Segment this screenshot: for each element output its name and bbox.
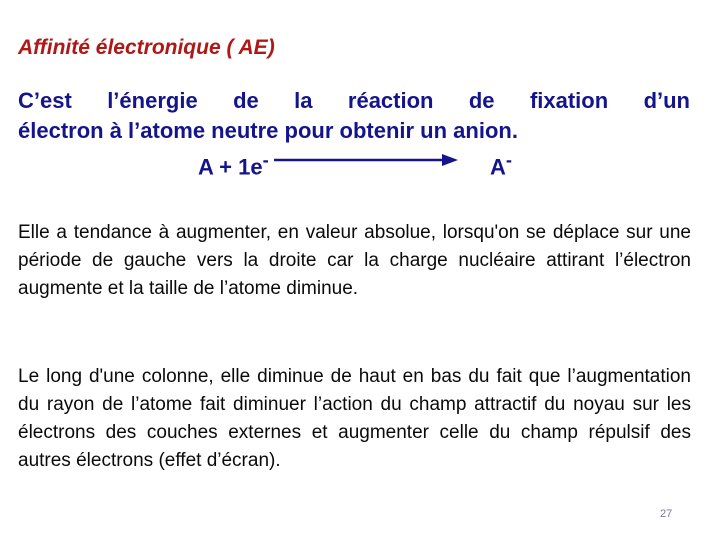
slide-title: Affinité électronique ( AE) [18, 36, 275, 59]
column-trend-paragraph: Le long d'une colonne, elle diminue de haut en bas du fait que l’augmentation du rayon de l’atome fait diminuer l’action du champ attractif du noyau sur les électrons des couches externes et augmenter celle du champ répulsif des autres électrons (effet d’écran). [18, 366, 691, 471]
reactant-charge: - [262, 149, 269, 170]
reactant-text: A + 1e [198, 154, 263, 180]
product-charge: - [505, 149, 512, 170]
product-text: A [490, 154, 506, 180]
definition-line-1: C’est l’énergie de la réaction de fixation d’un [18, 88, 690, 113]
right-arrow-icon [274, 151, 458, 169]
definition-line-2: électron à l’atome neutre pour obtenir un anion. [18, 118, 518, 143]
period-trend-paragraph: Elle a tendance à augmenter, en valeur absolue, lorsqu'on se déplace sur une période de gauche vers la droite car la charge nucléaire attirant l’électron augmente et la taille de l’atome diminue. [18, 222, 691, 299]
definition [18, 86, 690, 146]
page-number: 27 [660, 508, 673, 520]
equation-reactant [198, 145, 269, 182]
equation-product [490, 145, 512, 182]
